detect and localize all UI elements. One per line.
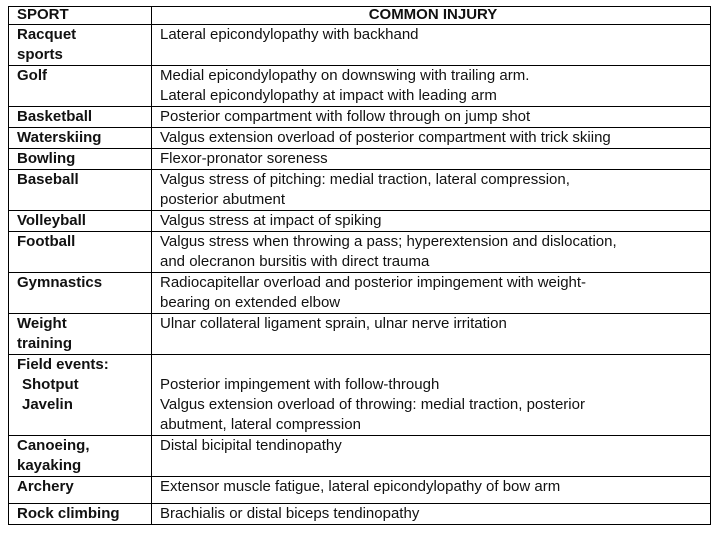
table-row — [9, 66, 711, 107]
injury-cell — [152, 66, 711, 107]
table-row — [9, 107, 711, 128]
sport-cell — [9, 355, 152, 436]
injury-text-line: bearing on extended elbow — [160, 294, 341, 311]
table-row — [9, 232, 711, 273]
injury-cell — [152, 314, 711, 355]
header-row — [9, 7, 711, 25]
sport-cell — [9, 314, 152, 355]
injury-text-line: Valgus extension overload of throwing: medial traction, posterior — [160, 396, 585, 413]
injury-cell — [152, 273, 711, 314]
injury-cell — [152, 170, 711, 211]
sport-name-line: sports — [17, 46, 63, 63]
table-row — [9, 170, 711, 211]
header-sport: SPORT — [9, 7, 152, 25]
sport-cell — [9, 66, 152, 107]
injury-cell — [152, 107, 711, 128]
sport-cell — [9, 504, 152, 525]
table-row — [9, 314, 711, 355]
injury-text-line: Posterior impingement with follow-through — [160, 376, 440, 393]
injury-text-line: and olecranon bursitis with direct trauma — [160, 253, 430, 270]
sport-cell — [9, 128, 152, 149]
injury-text-line: abutment, lateral compression — [160, 416, 361, 433]
injury-text-line — [160, 355, 706, 375]
injury-cell — [152, 211, 711, 232]
injury-cell — [152, 436, 711, 477]
injury-text-line: Extensor muscle fatigue, lateral epicondylopathy of bow arm — [160, 478, 561, 495]
injury-cell — [152, 477, 711, 504]
table-row — [9, 273, 711, 314]
sport-name-line: Archery — [17, 478, 74, 495]
sport-cell — [9, 170, 152, 211]
header-common-injury: COMMON INJURY — [152, 7, 711, 25]
sport-name-line: Waterskiing — [17, 129, 102, 146]
injury-text-line: Flexor-pronator soreness — [160, 150, 328, 167]
table-row — [9, 25, 711, 66]
table-row — [9, 477, 711, 504]
sport-name-line: Javelin — [22, 396, 73, 413]
sport-cell — [9, 232, 152, 273]
injury-text-line: Distal bicipital tendinopathy — [160, 437, 342, 454]
sport-name-line: kayaking — [17, 457, 82, 474]
injury-text-line: Ulnar collateral ligament sprain, ulnar nerve irritation — [160, 315, 507, 332]
sport-cell — [9, 149, 152, 170]
sport-name-line: Rock climbing — [17, 505, 120, 522]
sport-name-line: Golf — [17, 67, 47, 84]
table-row — [9, 128, 711, 149]
injury-cell — [152, 149, 711, 170]
injury-text-line: posterior abutment — [160, 191, 286, 208]
sport-name-line: Shotput — [22, 376, 79, 393]
injury-cell — [152, 504, 711, 525]
sport-name-line: Field events: — [17, 356, 109, 373]
sport-cell — [9, 107, 152, 128]
injury-cell — [152, 25, 711, 66]
sport-cell — [9, 477, 152, 504]
injury-text-line: Radiocapitellar overload and posterior impingement with weight- — [160, 274, 587, 291]
injury-text-line: Posterior compartment with follow through on jump shot — [160, 108, 531, 125]
injury-text-line: Valgus extension overload of posterior compartment with trick skiing — [160, 129, 611, 146]
sport-name-line: training — [17, 335, 72, 352]
sport-cell — [9, 211, 152, 232]
table-row — [9, 504, 711, 525]
sport-name-line: Basketball — [17, 108, 93, 125]
injury-text-line: Lateral epicondylopathy with backhand — [160, 26, 419, 43]
sport-name-line: Volleyball — [17, 212, 86, 229]
table-row — [9, 149, 711, 170]
sport-name-line: Weight — [17, 315, 67, 332]
sport-name-line: Baseball — [17, 171, 79, 188]
injury-text-line: Valgus stress of pitching: medial traction, lateral compression, — [160, 171, 570, 188]
injury-text-line: Valgus stress when throwing a pass; hyperextension and dislocation, — [160, 233, 617, 250]
injury-text-line: Valgus stress at impact of spiking — [160, 212, 382, 229]
injury-cell — [152, 128, 711, 149]
injury-text-line: Brachialis or distal biceps tendinopathy — [160, 505, 420, 522]
sport-name-line: Canoeing, — [17, 437, 90, 454]
table-row — [9, 211, 711, 232]
injury-cell — [152, 355, 711, 436]
injury-text-line: Medial epicondylopathy on downswing with trailing arm. — [160, 67, 530, 84]
table-body — [9, 25, 711, 525]
sport-injury-table — [8, 6, 711, 525]
table-row — [9, 436, 711, 477]
sport-name-line: Bowling — [17, 150, 76, 167]
sport-name-line: Racquet — [17, 26, 77, 43]
sport-cell — [9, 436, 152, 477]
sport-name-line: Football — [17, 233, 76, 250]
table-row — [9, 355, 711, 436]
sport-cell — [9, 25, 152, 66]
sport-cell — [9, 273, 152, 314]
injury-text-line: Lateral epicondylopathy at impact with leading arm — [160, 87, 497, 104]
sport-name-line: Gymnastics — [17, 274, 103, 291]
injury-cell — [152, 232, 711, 273]
